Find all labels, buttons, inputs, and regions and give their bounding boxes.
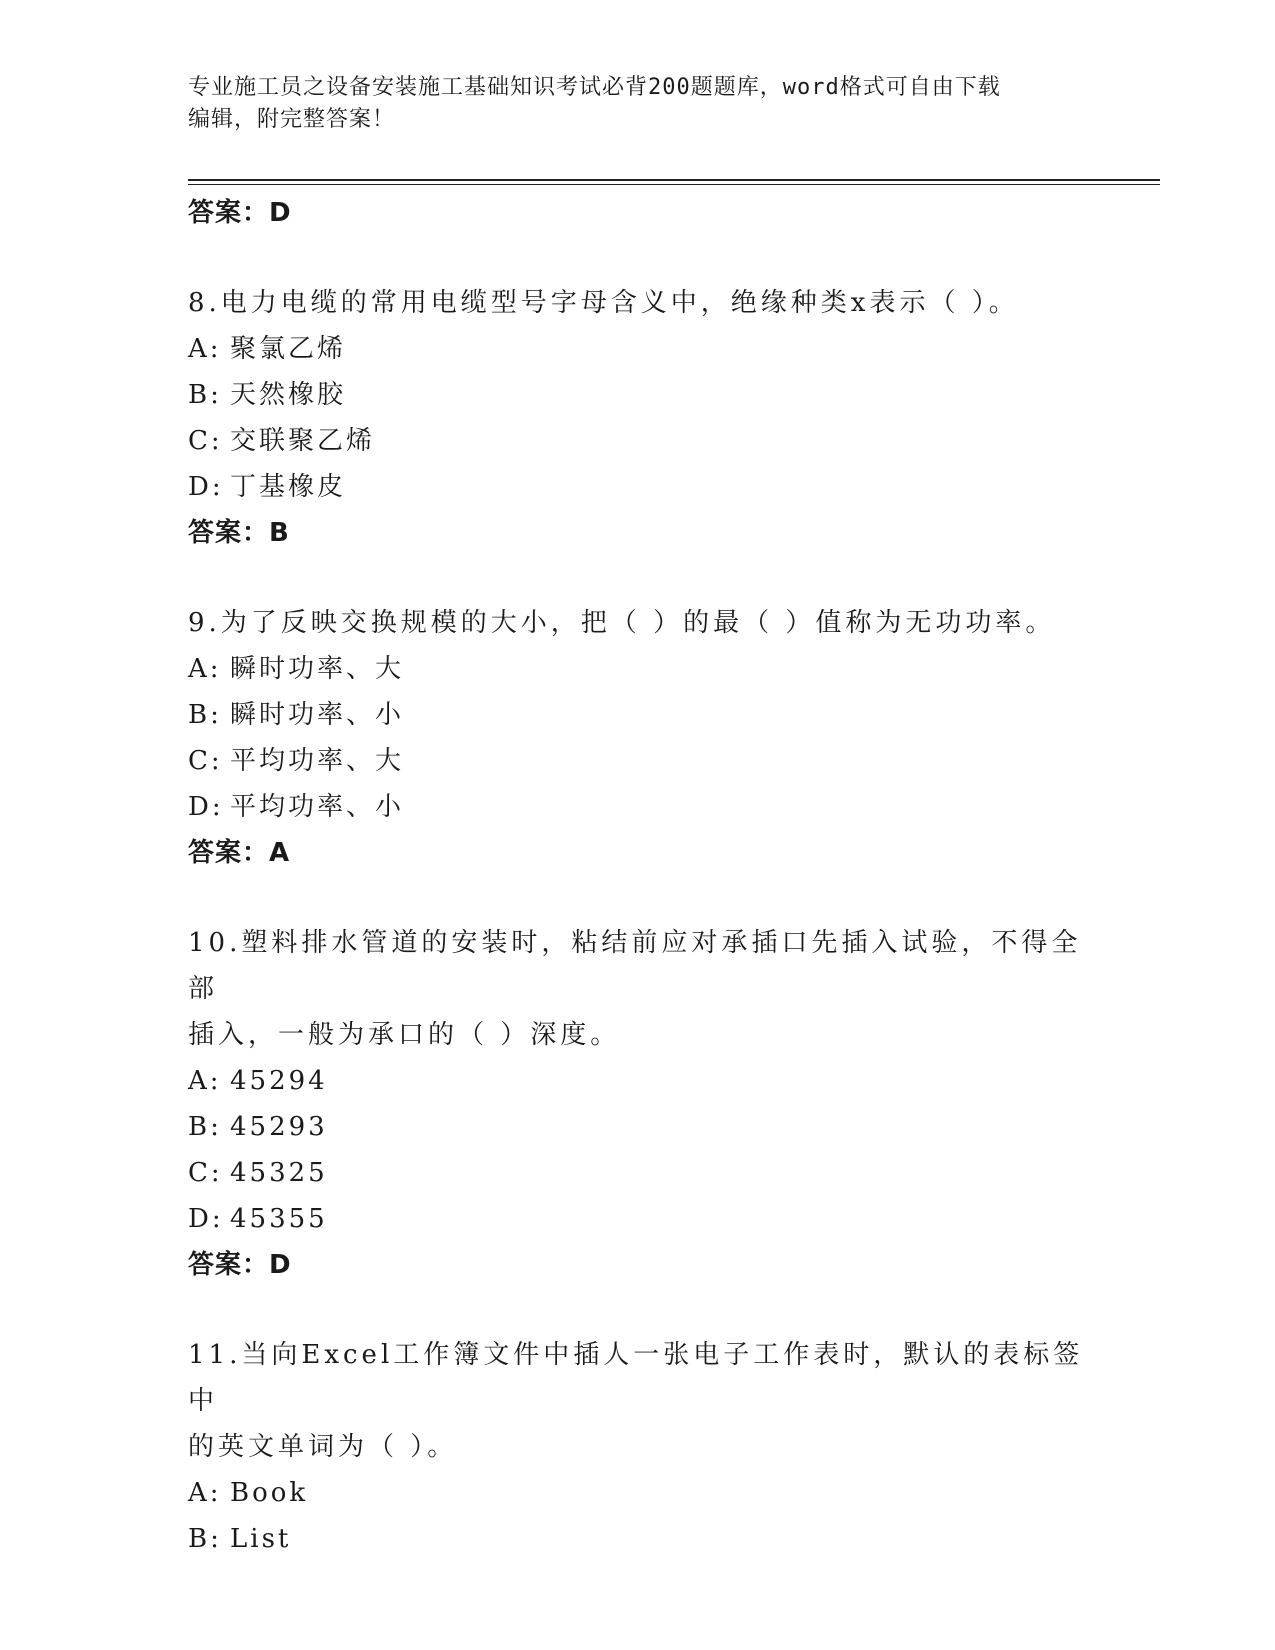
- question-block: [188, 1332, 1088, 1562]
- question-text-line-2: 插入，一般为承口的（ ）深度。: [188, 1020, 621, 1050]
- question-text: 9.为了反映交换规模的大小，把（ ）的最（ ）值称为无功功率。: [188, 608, 1056, 638]
- option-a: [188, 1470, 1088, 1516]
- option-c: [188, 418, 1088, 464]
- document-header: [188, 72, 1088, 136]
- option-text: 瞬时功率、小: [230, 700, 405, 730]
- option-text: 45293: [230, 1112, 328, 1142]
- header-line-2: 编辑，附完整答案！: [188, 107, 396, 132]
- option-text: 45294: [230, 1066, 328, 1096]
- question-list: [188, 190, 1088, 1562]
- header-line-1: 专业施工员之设备安装施工基础知识考试必背200题题库，word格式可自由下载: [188, 75, 1001, 100]
- option-d: [188, 464, 1088, 510]
- question-block: [188, 920, 1088, 1288]
- option-c: [188, 1150, 1088, 1196]
- spacer: [188, 876, 1088, 920]
- option-label: B:: [188, 700, 222, 730]
- option-label: A:: [188, 1478, 222, 1508]
- option-text: 平均功率、小: [230, 792, 405, 822]
- question-block: [188, 600, 1088, 876]
- option-label: B:: [188, 380, 222, 410]
- option-text: 平均功率、大: [230, 746, 405, 776]
- option-b: [188, 692, 1088, 738]
- option-label: D:: [188, 1204, 224, 1234]
- option-text: List: [230, 1524, 292, 1554]
- option-label: A:: [188, 1066, 222, 1096]
- question-text-line-2: 的英文单词为（ ）。: [188, 1432, 458, 1462]
- option-text: 45355: [230, 1204, 328, 1234]
- spacer: [188, 556, 1088, 600]
- option-a: [188, 326, 1088, 372]
- option-text: Book: [230, 1478, 309, 1508]
- question-text: 8.电力电缆的常用电缆型号字母含义中，绝缘种类x表示（ ）。: [188, 288, 1019, 318]
- header-divider-thick: [188, 179, 1160, 181]
- option-label: C:: [188, 426, 223, 456]
- answer-previous: 答案：D: [188, 198, 292, 228]
- option-text: 天然橡胶: [230, 380, 347, 410]
- option-d: [188, 784, 1088, 830]
- option-a: [188, 1058, 1088, 1104]
- option-a: [188, 646, 1088, 692]
- question-block: [188, 280, 1088, 556]
- option-text: 丁基橡皮: [230, 472, 347, 502]
- answer-text: 答案：D: [188, 1250, 292, 1280]
- header-divider-thin: [188, 184, 1160, 185]
- option-label: A:: [188, 334, 222, 364]
- option-c: [188, 738, 1088, 784]
- option-label: D:: [188, 472, 224, 502]
- question-text-line-1: 11.当向Excel工作簿文件中插人一张电子工作表时，默认的表标签中: [188, 1340, 1084, 1416]
- option-text: 聚氯乙烯: [230, 334, 347, 364]
- answer-text: 答案：A: [188, 838, 291, 868]
- option-label: D:: [188, 792, 224, 822]
- spacer: [188, 236, 1088, 280]
- spacer: [188, 1288, 1088, 1332]
- option-label: B:: [188, 1112, 222, 1142]
- option-label: B:: [188, 1524, 222, 1554]
- option-label: A:: [188, 654, 222, 684]
- option-d: [188, 1196, 1088, 1242]
- option-b: [188, 372, 1088, 418]
- option-b: [188, 1104, 1088, 1150]
- option-b: [188, 1516, 1088, 1562]
- option-text: 交联聚乙烯: [230, 426, 376, 456]
- option-label: C:: [188, 746, 223, 776]
- option-label: C:: [188, 1158, 223, 1188]
- option-text: 瞬时功率、大: [230, 654, 405, 684]
- question-text-line-1: 10.塑料排水管道的安装时，粘结前应对承插口先插入试验，不得全部: [188, 928, 1082, 1004]
- option-text: 45325: [230, 1158, 328, 1188]
- answer-text: 答案：B: [188, 518, 290, 548]
